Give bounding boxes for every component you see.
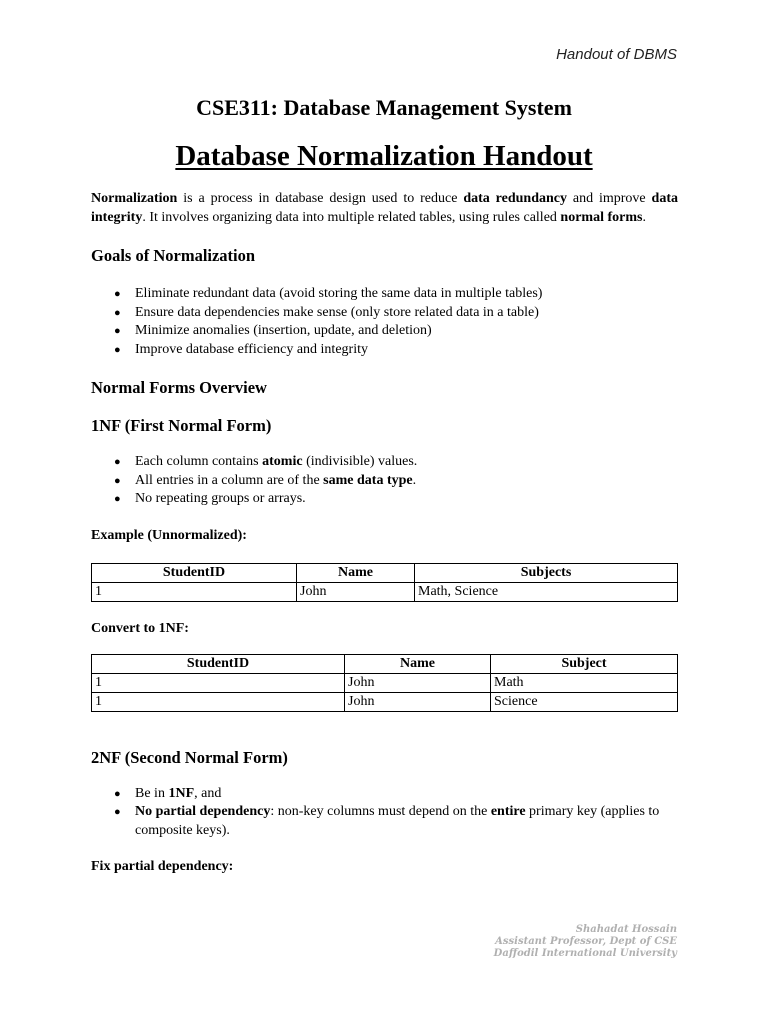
bullet-icon: ● (114, 343, 121, 356)
bullet-icon: ● (114, 787, 121, 800)
section-heading-overview: Normal Forms Overview (91, 378, 267, 397)
page-title: Database Normalization Handout (175, 140, 593, 172)
intro-paragraph (91, 190, 678, 227)
bullet-icon: ● (114, 306, 121, 319)
list-item-text: : non-key columns must depend on the (270, 804, 491, 819)
column-header: Subjects (415, 563, 678, 582)
list-item-emphasis: No partial dependency (135, 804, 271, 819)
list-item-text: Be in (135, 785, 169, 801)
table-header-row (92, 563, 678, 582)
author-name: Shahadat Hossain (575, 924, 677, 935)
list-item-text: All entries in a column are of the (135, 472, 324, 488)
column-header: StudentID (92, 654, 345, 673)
author-institution: Daffodil International University (493, 948, 677, 959)
1nf-table (91, 654, 678, 712)
list-item-text: , and (194, 785, 222, 801)
table-row (92, 673, 678, 692)
intro-text-4: . (642, 209, 646, 225)
goals-list (91, 285, 678, 359)
nf2-list (91, 785, 678, 841)
intro-text-1: is a process in database design used to reduce (177, 191, 464, 206)
table-cell: John (297, 582, 415, 601)
bullet-icon: ● (114, 325, 121, 337)
list-item-text: Improve database efficiency and integrity (135, 341, 368, 357)
list-item-emphasis: atomic (262, 454, 303, 469)
table-cell: Math, Science (415, 582, 678, 601)
list-item (91, 785, 678, 804)
author-title: Assistant Professor, Dept of CSE (495, 936, 677, 947)
list-item-emphasis: entire (490, 804, 526, 819)
section-heading-1nf: 1NF (First Normal Form) (91, 416, 272, 435)
example-label: Example (Unnormalized): (91, 527, 247, 543)
intro-term: data integrity (91, 191, 678, 225)
table-row (92, 582, 678, 601)
list-item (91, 490, 678, 509)
author-footer (494, 924, 677, 960)
course-title: CSE311: Database Management System (196, 95, 572, 120)
bullet-icon: ● (114, 806, 121, 818)
column-header: Subject (491, 654, 678, 673)
bullet-icon: ● (114, 288, 121, 300)
list-item-emphasis: same data type (323, 472, 413, 488)
list-item (91, 803, 678, 840)
fix-label: Fix partial dependency: (91, 859, 234, 874)
document-body (91, 190, 678, 876)
column-header: Name (297, 563, 415, 582)
list-item (91, 472, 678, 491)
list-item (91, 453, 678, 472)
intro-text-2: and improve (566, 191, 652, 206)
list-item-text: Minimize anomalies (insertion, update, and deletion) (135, 323, 432, 338)
list-item (91, 285, 678, 304)
list-item-text: Eliminate redundant data (avoid storing the same data in multiple tables) (135, 286, 543, 301)
list-item-text: No repeating groups or arrays. (135, 491, 306, 506)
table-cell: 1 (92, 692, 345, 711)
table-row (92, 692, 678, 711)
list-item-text: . (412, 472, 417, 488)
table-header-row (92, 654, 678, 673)
list-item-emphasis: 1NF (168, 785, 195, 801)
table-cell: John (345, 673, 491, 692)
list-item (91, 341, 678, 360)
list-item-text: primary key (applies to composite keys). (135, 804, 660, 838)
table-cell: 1 (92, 673, 345, 692)
intro-term: normal forms (560, 209, 643, 225)
table-cell: Science (491, 692, 678, 711)
convert-label: Convert to 1NF: (91, 620, 189, 636)
header-note: Handout of DBMS (556, 46, 677, 63)
bullet-icon: ● (114, 474, 121, 487)
list-item-text: (indivisible) values. (302, 454, 418, 469)
bullet-icon: ● (114, 456, 121, 468)
bullet-icon: ● (114, 493, 121, 505)
list-item-text: Each column contains (135, 454, 263, 469)
list-item (91, 304, 678, 323)
section-heading-2nf: 2NF (Second Normal Form) (91, 747, 288, 767)
section-heading-goals: Goals of Normalization (91, 246, 256, 265)
unnormalized-table (91, 563, 678, 602)
list-item (91, 322, 678, 341)
list-item-text: Ensure data dependencies make sense (only store related data in a table) (135, 304, 539, 320)
intro-text-3: . It involves organizing data into multiple related tables, using rules called (142, 209, 561, 225)
column-header: Name (345, 654, 491, 673)
intro-term: data redundancy (463, 191, 567, 206)
intro-term: Normalization (91, 191, 178, 206)
nf1-list (91, 453, 678, 509)
table-cell: Math (491, 673, 678, 692)
table-cell: John (345, 692, 491, 711)
column-header: StudentID (92, 563, 297, 582)
table-cell: 1 (92, 582, 297, 601)
